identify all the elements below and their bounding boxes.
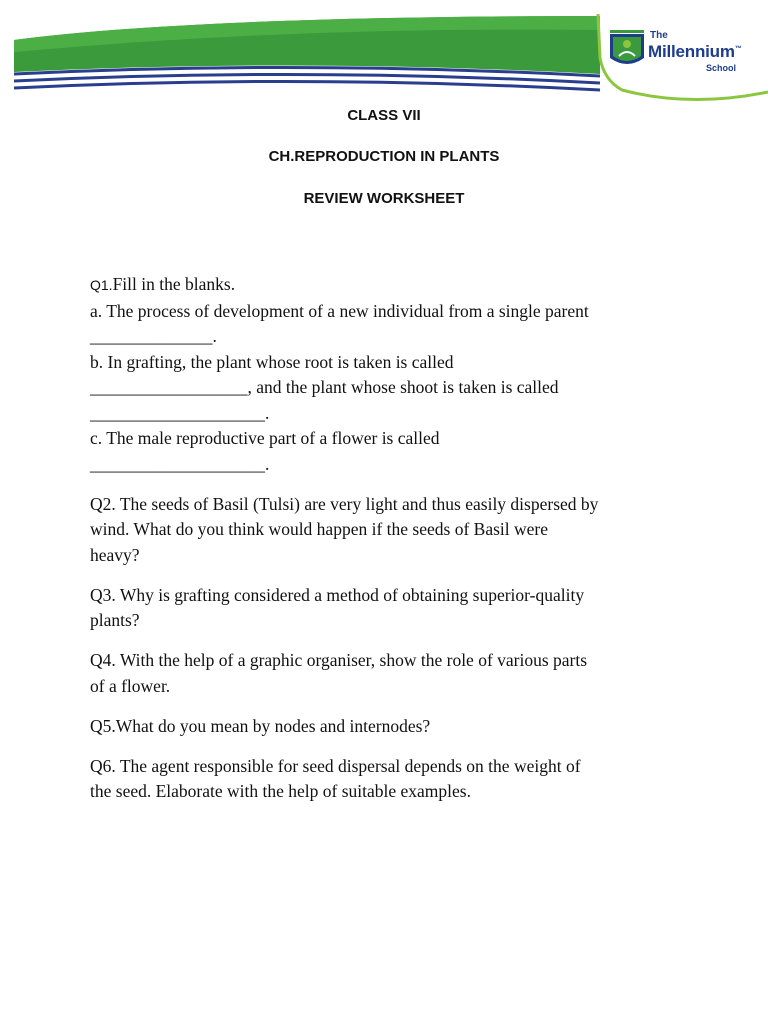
question-1: [90, 272, 730, 477]
q1-a-blank: ______________.: [90, 326, 217, 346]
q1-b-line2: __________________, and the plant whose shoot is taken is called: [90, 377, 559, 397]
question-6: [90, 754, 730, 805]
q1-c-line1: c. The male reproductive part of a flower is called: [90, 428, 440, 448]
chapter-title: CH.REPRODUCTION IN PLANTS: [268, 148, 500, 165]
q1-c-blank: ____________________.: [90, 453, 270, 474]
q2-line3: heavy?: [90, 544, 140, 565]
q4-line2: of a flower.: [90, 675, 171, 696]
question-5: [90, 714, 730, 740]
q3-line2: plants?: [90, 610, 140, 630]
logo-school: School: [706, 63, 737, 73]
q1-b-line1: b. In grafting, the plant whose root is taken is called: [90, 351, 454, 372]
q5-line1: Q5.What do you mean by nodes and internodes?: [90, 715, 431, 736]
q2-line2: wind. What do you think would happen if the seeds of Basil were: [90, 519, 548, 539]
q6-line1: Q6. The agent responsible for seed dispersal depends on the weight of: [90, 755, 581, 776]
school-crest-icon: [610, 30, 644, 64]
class-title: CLASS VII: [347, 107, 421, 124]
question-3: [90, 583, 730, 634]
q3-line1: Q3. Why is grafting considered a method of obtaining superior-quality: [90, 584, 585, 605]
q1-a-line1: a. The process of development of a new individual from a single parent: [90, 300, 589, 321]
q1-title: Fill in the blanks.: [112, 274, 236, 294]
question-4: [90, 648, 730, 699]
worksheet-body: [90, 272, 730, 805]
header-banner: [0, 0, 768, 110]
q6-line2: the seed. Elaborate with the help of suitable examples.: [90, 781, 471, 801]
q1-label: Q1.: [90, 277, 113, 293]
q1-b-blank: ____________________.: [90, 402, 270, 423]
q2-line1: Q2. The seeds of Basil (Tulsi) are very light and thus easily dispersed by: [90, 493, 599, 514]
logo-the: The: [650, 30, 668, 41]
q4-line1: Q4. With the help of a graphic organiser, show the role of various parts: [90, 650, 588, 670]
worksheet-title: REVIEW WORKSHEET: [303, 190, 465, 207]
question-2: [90, 492, 730, 569]
logo-name: Millennium™: [648, 42, 742, 61]
